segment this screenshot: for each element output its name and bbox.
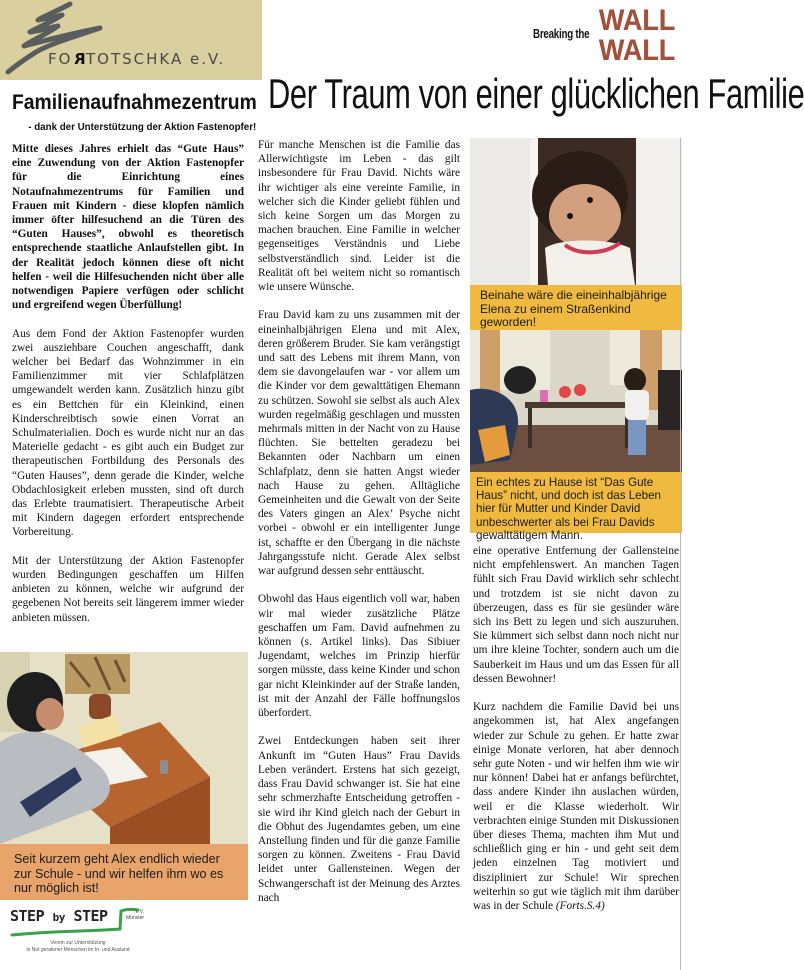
org-name-part: TOTSCHKA e.V.: [86, 50, 226, 68]
fortotschka-logo: [0, 0, 262, 80]
wall-logo-top: WALL: [598, 4, 676, 37]
left-article-title: Familienaufnahmezentrum: [12, 91, 257, 114]
step-by-step-logo: [8, 905, 148, 965]
elena-illustration: [470, 138, 682, 285]
left-article-body: [12, 142, 244, 639]
org-name: [48, 50, 225, 68]
org-name-part: FO: [48, 50, 73, 68]
logo-word: by: [52, 911, 65, 924]
logo-word: STEP: [73, 907, 108, 925]
logo-city: Münster: [126, 915, 145, 921]
left-article-lead: Mitte dieses Jahres erhielt das “Gute Haus” eine Zuwendung von der Aktion Fastenopfer für die Einrichtung eines Notaufnahmezentrums für Familien und Frauen mit Kindern - diese klopfen nämlich immer öfter hilfesuchend an die Türen des “Guten Hauses”, obwohl es theoretisch entsprechende staatliche Anlaufstellen gibt. In der Realität jedoch können diese oft nicht helfen - weil die Hilfesuchenden nicht über alle notwendigen Papiere verfügen oder schlicht und ergreifend wegen Überfüllung!: [12, 143, 244, 312]
logo-word: STEP: [10, 907, 45, 925]
main-article-paragraph: Frau David kam zu uns zusammen mit der eineinhalbjährigen Elena und mit Alex, deren größerem Bruder. Sie kam verängstigt und satt des Lebens mit ihrem Mann, von dem sie davongelaufen war - vor allem um die Kinder vor dem gewalttätigen Ehemann zu schützen. Sowohl sie selbst als auch Alex wurden regelmäßig geschlagen und mussten mehrmals mitten in der Nacht von zu Hause flüchten. Sie bettelten geradezu bei Bekannten oder Nachbarn um einen Schlafplatz, denn sie hatten Angst wieder nach Hause zu gehen. Alltägliche Gemeinheiten und die Gewalt von der Seite des Vaters gingen an Alex’ Psyche nicht vorbei - obwohl er ein intelligenter Junge ist, schaffte er den Übergang in die nächste Jahrgangsstufe nicht. Gerade Alex selbst war aufgrund dessen sehr enttäuscht.: [258, 309, 460, 578]
photo-family-room: [470, 330, 682, 473]
lightning-scribble-icon: [0, 0, 262, 80]
page-title: Der Traum von einer glücklichen Familie: [268, 70, 804, 117]
main-article-column-3: [473, 544, 679, 927]
main-article-paragraph: Zwei Entdeckungen haben seit ihrer Ankunft im “Guten Haus” Frau Davids Leben verändert. Erstens hat sich gezeigt, dass Frau David schwanger ist. Sie hat eine sehr schmerzhafte Entscheidung getroffen - sie wird ihr Kind gleich nach der Geburt in die Obhut des Jugendamtes geben, um eine Anstellung finden und für die ganze Familie sorgen zu können. Zweitens - Frau David leidet unter Gallensteinen. Wegen der Schwangerschaft ist der Meinung des Arztes nach: [258, 735, 460, 904]
logo-tagline: Verein zur Unterstützung: [50, 940, 106, 946]
photo-alex-studying: [0, 652, 248, 844]
wall-logo: [598, 4, 676, 70]
main-article-column-2: [258, 138, 460, 919]
photo-caption-elena: Beinahe wäre die eineinhalbjährige Elena zu einem Straßenkind geworden!: [470, 285, 682, 331]
photo-caption-alex: Seit kurzem geht Alex endlich wieder zur Schule - und wir helfen ihm wo es nur möglich ist!: [0, 844, 248, 900]
alex-studying-illustration: [0, 652, 248, 844]
org-name-r: R: [72, 50, 86, 68]
photo-caption-family: Ein echtes zu Hause ist “Das Gute Haus” nicht, und doch ist das Leben hier für Mutter und Kinder David unbeschwerter als bei Frau Davids gewalttätigem Mann.: [470, 472, 682, 533]
wall-logo-bottom: WALL: [598, 34, 676, 67]
main-article-paragraph: Für manche Menschen ist die Familie das Allerwichtigste im Leben - das gilt insbesondere für Frau David. Nichts wäre ihr wichtiger als eine vereinte Familie, in welcher sich die Kinder geliebt fühlen und sich keine Sorgen um das Morgen zu machen brauchen. Eine Familie in welcher gegenseitiges Verständnis und Liebe selbstverständlich sind. Leider ist die Realität oft bei weitem nicht so romantisch wie unsere Wünsche.: [258, 139, 460, 294]
family-room-illustration: [470, 330, 682, 473]
main-article-paragraph-text: Kurz nachdem die Familie David bei uns angekommen ist, hat Alex angefangen wieder zur Schule zu gehen. Er hatte zwar einige Monate verloren, hat aber dennoch sehr gute Noten - und wir helfen ihm wie wir nur können! Dabei hat er anfangs befürchtet, dass andere Kinder ihn auslachen würden, weil er die Klasse wiederholt. Wir verbrachten einige Stunden mit Diskussionen über dieses Thema, machten ihm Mut und schließlich ging er hin - und geht seit dem jeden einzelnen Tag motiviert und diszipliniert zur Schule! Wir sprechen weiterhin so gut wie täglich mit ihm darüber was in der Schule: [473, 701, 679, 913]
left-article-paragraph: Aus dem Fond der Aktion Fastenopfer wurden zwei ausziehbare Couchen angeschafft, dank welcher bei Bedarf das Wohnzimmer in ein Familienzimmer mit vier Schlafplätzen umgewandelt werden kann. Zusätzlich hinzu gibt es ein Bettchen für ein Kleinkind, einen Kinderschreibtisch sowie einen Vorrat an Schulmaterialien. Doch es wurde nicht nur an das Materielle gedacht - es gibt auch ein Budget zur therapeutischen Fortbildung des Personals des “Guten Hauses”, denn gerade die Kinder, welche Obdachlosigkeit erleben mussten, sind oft durch das Erlebte traumatisiert. Therapeutische Arbeit mit Kindern dagegen erfordert entsprechende Vorbereitung.: [12, 327, 244, 539]
main-article-paragraph: Obwohl das Haus eigentlich voll war, haben wir mal wieder zusätzliche Plätze geschaffen um Fam. David aufnehmen zu können (s. Artikel links). Das Sibiuer Jugendamt, welches im Prinzip hierfür sorgen müsste, dass keine Kinder und schon gar nicht Kleinkinder auf der Straße landen, ist mit der Anzahl der Fälle hoffnungslos überfordert.: [258, 593, 460, 720]
continuation-link[interactable]: (Forts.S.4): [555, 900, 605, 913]
logo-tagline: in Not geratener Menschen im In- und Ausland: [26, 947, 130, 953]
main-article-paragraph: eine operative Entfernung der Gallensteine nicht empfehlenswert. An manchen Tagen fühlt sich Frau David wirklich sehr schlecht und trotzdem ist sie nicht davon zu überzeugen, dass es für sie gesünder wäre sich ins Bett zu legen und sich auszuruhen. Sie kümmert sich selbst dann noch nicht nur um ihre kleine Tochter, sondern auch um die Sauberkeit im Haus und um das Essen für all dessen Bewohner!: [473, 545, 679, 685]
left-article-subtitle: - dank der Unterstützung der Aktion Fastenopfer!: [28, 121, 257, 133]
page-edge-divider: [680, 138, 681, 970]
photo-elena: [470, 138, 682, 285]
logo-ev: [126, 909, 144, 921]
step-by-step-title: [10, 907, 108, 925]
left-article-paragraph: Mit der Unterstützung der Aktion Fastenopfer wurden Bedingungen geschaffen um Hilfen anbieten zu können, welche wir aufgrund der gegebenen Not bereits seit längerem immer wieder anbieten müssen.: [12, 554, 244, 624]
series-label: Breaking the: [533, 26, 590, 41]
logo-ev-text: e.V.: [135, 909, 145, 915]
main-article-paragraph: [473, 700, 679, 913]
